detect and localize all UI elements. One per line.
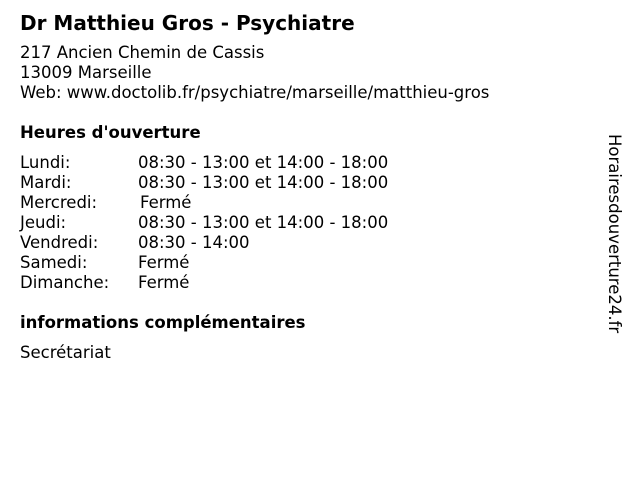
day-label: Vendredi:	[20, 233, 99, 252]
time-value: 08:30 - 13:00 et 14:00 - 18:00	[138, 173, 389, 192]
time-value: 08:30 - 13:00 et 14:00 - 18:00	[138, 213, 389, 232]
city-postal-code: 13009 Marseille	[20, 63, 152, 82]
day-label: Mardi:	[20, 173, 72, 192]
time-value: Fermé	[138, 273, 190, 292]
street-address: 217 Ancien Chemin de Cassis	[20, 43, 265, 62]
time-value: Fermé	[140, 193, 192, 212]
page-title: Dr Matthieu Gros - Psychiatre	[20, 11, 355, 35]
day-label: Jeudi:	[20, 213, 67, 232]
day-label: Mercredi:	[20, 193, 98, 212]
additional-info-heading: informations complémentaires	[20, 313, 306, 332]
day-label: Dimanche:	[20, 273, 110, 292]
opening-hours-heading: Heures d'ouverture	[20, 123, 201, 142]
time-value: Fermé	[138, 253, 190, 272]
day-label: Lundi:	[20, 153, 71, 172]
address-block	[20, 43, 489, 103]
website-line: Web: www.doctolib.fr/psychiatre/marseille/matthieu-gros	[20, 83, 490, 102]
site-brand-watermark: Horairesdouverture24.fr	[605, 134, 624, 334]
day-label: Samedi:	[20, 253, 88, 272]
additional-info-text: Secrétariat	[20, 343, 111, 362]
time-value: 08:30 - 14:00	[138, 233, 250, 252]
time-value: 08:30 - 13:00 et 14:00 - 18:00	[138, 153, 389, 172]
